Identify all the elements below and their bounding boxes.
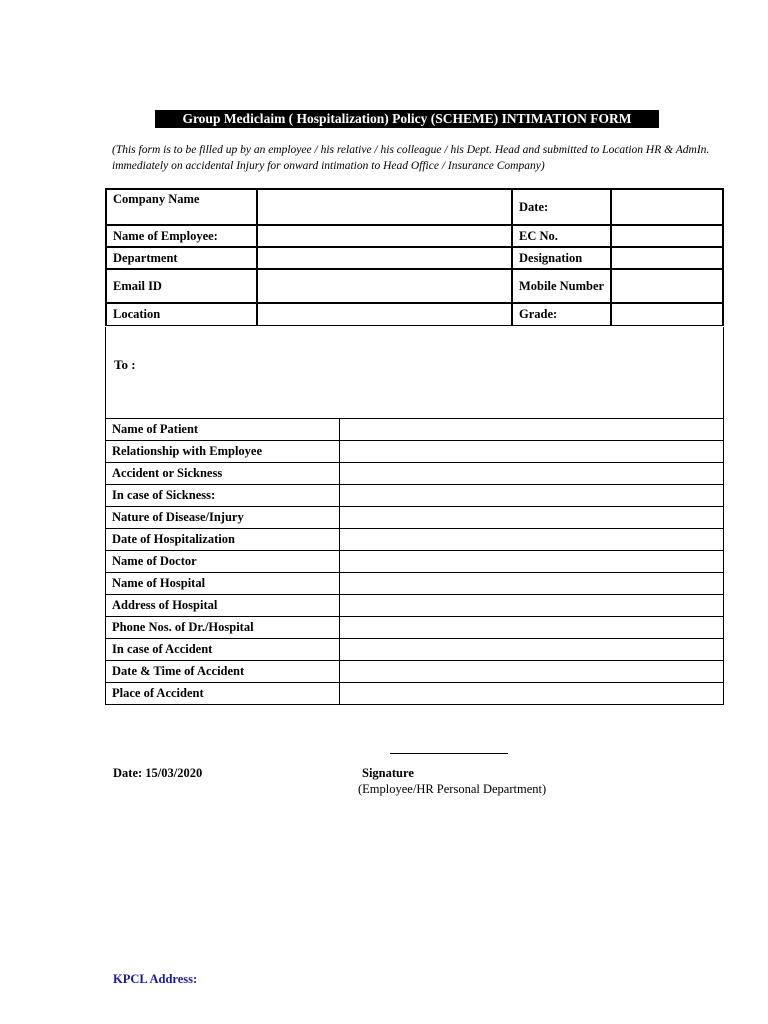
designation-field[interactable]	[611, 247, 723, 269]
row-label: Name of Hospital	[106, 573, 340, 595]
row-label: Place of Accident	[106, 683, 340, 705]
department-label: Department	[106, 247, 257, 269]
row-field[interactable]	[340, 529, 724, 551]
row-field[interactable]	[340, 463, 724, 485]
row-field[interactable]	[340, 661, 724, 683]
row-field[interactable]	[340, 441, 724, 463]
location-field[interactable]	[257, 303, 512, 326]
date-label: Date:	[512, 189, 611, 225]
signature-label: Signature	[362, 766, 414, 780]
row-field[interactable]	[340, 419, 724, 441]
form-title: Group Mediclaim ( Hospitalization) Policy (SCHEME) INTIMATION FORM	[155, 110, 659, 128]
row-field[interactable]	[340, 683, 724, 705]
row-label: Date of Hospitalization	[106, 529, 340, 551]
row-label: In case of Accident	[106, 639, 340, 661]
grade-field[interactable]	[611, 303, 723, 326]
row-label: Address of Hospital	[106, 595, 340, 617]
row-field[interactable]	[340, 485, 724, 507]
row-field[interactable]	[340, 617, 724, 639]
row-field[interactable]	[340, 573, 724, 595]
company-name-field[interactable]	[257, 189, 512, 225]
to-section[interactable]	[105, 327, 724, 419]
email-field[interactable]	[257, 269, 512, 303]
form-instructions: (This form is to be filled up by an employee / his relative / his colleague / his Dept. Head and submitted to Location HR & AdmIn. immediately on accidental Injury for onward intimation to Head Office / Insurance Company)	[112, 144, 710, 172]
row-field[interactable]	[340, 639, 724, 661]
row-label: In case of Sickness:	[106, 485, 340, 507]
row-label: Phone Nos. of Dr./Hospital	[106, 617, 340, 639]
row-field[interactable]	[340, 595, 724, 617]
signature-subtitle: (Employee/HR Personal Department)	[358, 782, 547, 796]
email-label: Email ID	[106, 269, 257, 303]
company-name-label: Company Name	[106, 189, 257, 225]
designation-label: Designation	[512, 247, 611, 269]
mobile-number-field[interactable]	[611, 269, 723, 303]
address-label: KPCL Address:	[113, 972, 198, 986]
ec-no-label: EC No.	[512, 225, 611, 247]
row-label: Relationship with Employee	[106, 441, 340, 463]
row-field[interactable]	[340, 551, 724, 573]
footer-date: Date: 15/03/2020	[113, 766, 203, 780]
patient-details-table	[105, 418, 724, 705]
employee-name-field[interactable]	[257, 225, 512, 247]
to-label: To :	[114, 357, 136, 372]
employee-name-label: Name of Employee:	[106, 225, 257, 247]
row-label: Name of Doctor	[106, 551, 340, 573]
date-field[interactable]	[611, 189, 723, 225]
row-label: Name of Patient	[106, 419, 340, 441]
row-label: Accident or Sickness	[106, 463, 340, 485]
mobile-number-label: Mobile Number	[512, 269, 611, 303]
row-label: Date & Time of Accident	[106, 661, 340, 683]
grade-label: Grade:	[512, 303, 611, 326]
employee-info-table	[105, 188, 724, 326]
signature-line	[390, 753, 508, 754]
row-label: Nature of Disease/Injury	[106, 507, 340, 529]
department-field[interactable]	[257, 247, 512, 269]
ec-no-field[interactable]	[611, 225, 723, 247]
row-field[interactable]	[340, 507, 724, 529]
location-label: Location	[106, 303, 257, 326]
